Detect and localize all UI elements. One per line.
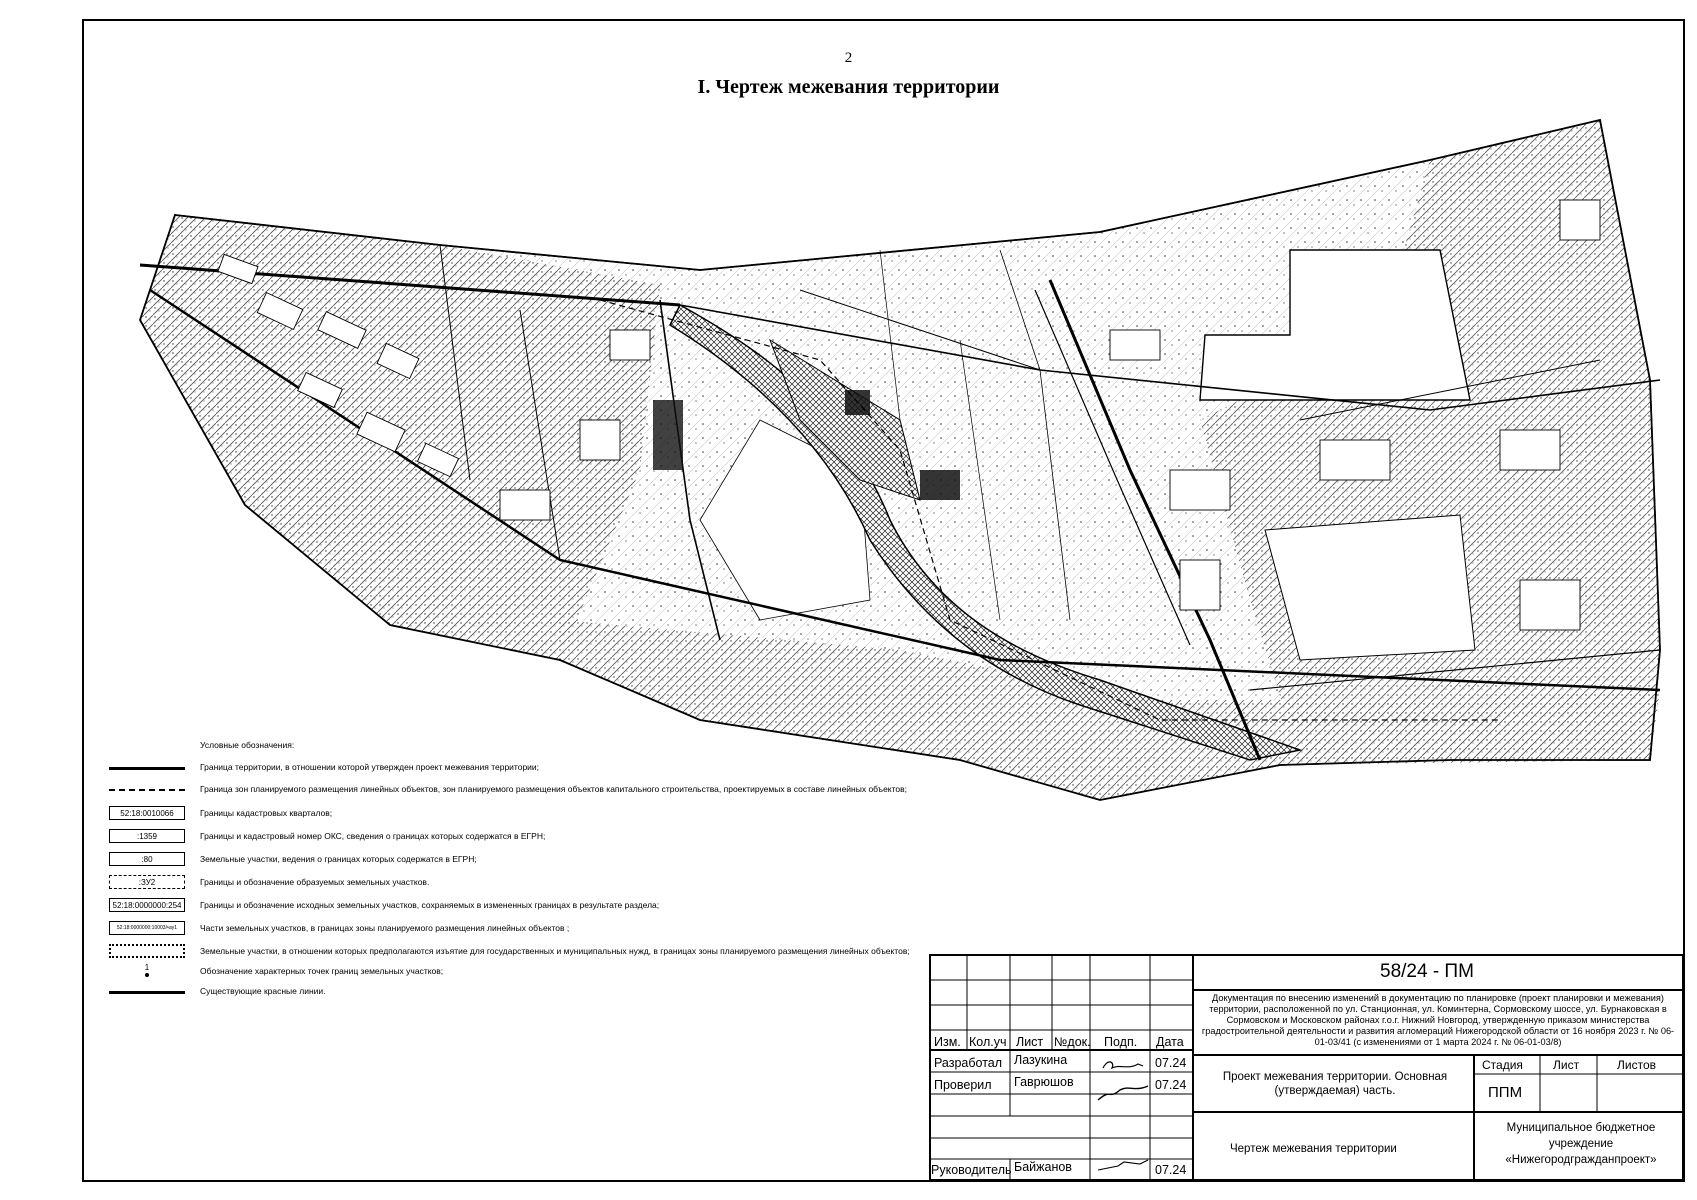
stage-label: Стадия [1482, 1058, 1523, 1072]
drawing-name: Чертеж межевания территории [1230, 1143, 1397, 1155]
legend-item-label: Земельные участки, в отношении которых предполагаются изъятие для государственных и муниципальных нужд, в границах зоны планируемого размещения линейных объектов; [200, 946, 910, 956]
page-number: 2 [844, 50, 853, 66]
legend-item-label: Существующие красные линии. [200, 986, 326, 996]
header-izm: Изм. [934, 1035, 961, 1049]
role-checker: Проверил [934, 1078, 992, 1092]
box-symbol: :80 [109, 852, 185, 866]
project-description: Документация по внесению изменений в документацию по планировке (проект планировки и межевания) территории, расположенной по ул. Станционная, ул. Коминтерна, Сормовскому шоссе, ул. Бурнаковская в Сормовском и Московском районах г.о.г. Нижний Новгород, утвержденную приказом министерства градостроительной деятельности и развития агломераций Нижегородской области от 16 ноября 2023 г. № 06-01-03/41 (с изменениями от 1 марта 2024 г. № 06-01-03/8) [1201, 993, 1675, 1047]
signature-1 [1103, 1062, 1143, 1068]
legend-item-label: Граница территории, в отношении которой утвержден проект межевания территории; [200, 762, 540, 772]
legend-item-label: Граница зон планируемого размещения линейных объектов, зон планируемого размещения объектов капитального строительства, проектируемых в составе линейных объектов; [200, 784, 908, 794]
signature-3 [1098, 1160, 1148, 1170]
project-code: 58/24 - ПМ [1380, 961, 1474, 982]
header-podp: Подп. [1104, 1035, 1138, 1049]
project-part: Проект межевания территории. Основная (утверждаемая) часть. [1222, 1071, 1448, 1097]
role-head: Руководитель [931, 1163, 1012, 1177]
sheet-label: Лист [1553, 1058, 1580, 1072]
legend-item-label: Границы и кадастровый номер ОКС, сведения о границах которых содержатся в ЕГРН; [200, 831, 546, 841]
box-symbol: 52:18:0000000:10003/чзу1 [109, 921, 185, 935]
legend-item-label: Границы кадастровых кварталов; [200, 808, 333, 818]
legend-title: Условные обозначения: [200, 740, 295, 750]
header-list: Лист [1016, 1035, 1044, 1049]
box-symbol: 52:18:0010066 [109, 806, 185, 820]
header-kol: Кол.уч [969, 1035, 1007, 1049]
signature-2 [1098, 1086, 1148, 1100]
sheets-label: Листов [1617, 1058, 1656, 1072]
name-head: Байжанов [1014, 1160, 1072, 1174]
page-title: I. Чертеж межевания территории [697, 76, 1000, 98]
header-ndok: №док. [1054, 1035, 1091, 1049]
legend-item-label: Обозначение характерных точек границ земельных участков; [200, 966, 444, 976]
box-symbol: :ЗУ2 [109, 875, 185, 889]
box-symbol: 52:18:0000000:254 [109, 898, 185, 912]
legend-item-label: Границы и обозначение образуемых земельных участков. [200, 877, 430, 887]
date-checker: 07.24 [1155, 1078, 1187, 1092]
date-developer: 07.24 [1155, 1056, 1187, 1070]
name-checker: Гаврюшов [1014, 1075, 1074, 1089]
point-label: 1 [144, 963, 150, 972]
header-data: Дата [1156, 1035, 1184, 1049]
legend-item-label: Части земельных участков, в границах зоны планируемого размещения линейных объектов ; [200, 923, 570, 933]
date-head: 07.24 [1155, 1163, 1187, 1177]
legend-item-label: Границы и обозначение исходных земельных участков, сохраняемых в измененных границах в результате раздела; [200, 900, 660, 910]
organization: Муниципальное бюджетное учреждение «Нижегородгражданпроект» [1505, 1122, 1657, 1166]
name-developer: Лазукина [1014, 1053, 1068, 1067]
role-developer: Разработал [934, 1056, 1003, 1070]
legend-item-label: Земельные участки, ведения о границах которых содержатся в ЕГРН; [200, 854, 477, 864]
box-symbol: :1359 [109, 829, 185, 843]
stage-value: ППМ [1488, 1084, 1523, 1101]
